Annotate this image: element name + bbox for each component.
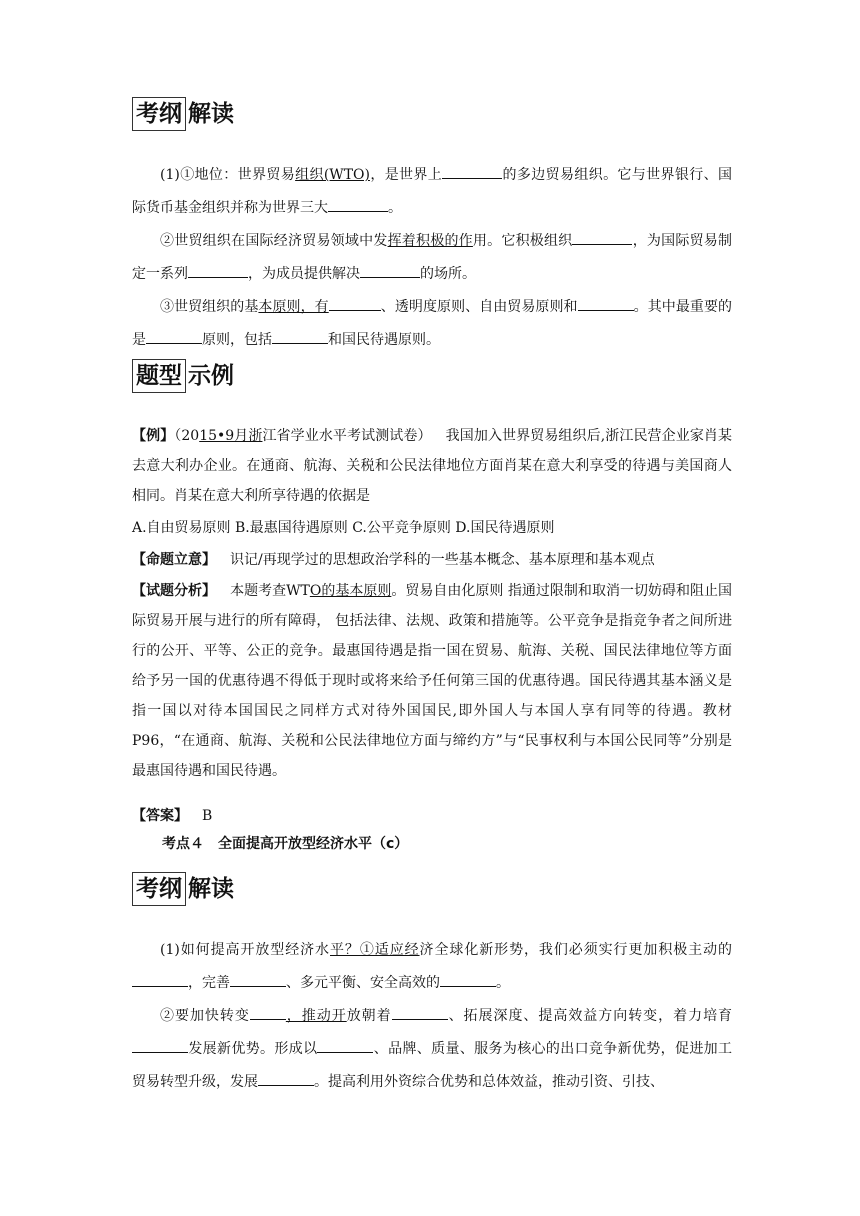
paragraph-wto-role: ②世贸组织在国际经济贸易领域中发挥着积极的作用。它积极组织 ，为国际贸易制定一系列 ，为成员提供解决 的场所。 <box>132 225 732 291</box>
example-text: 我国加入世界贸易组织后,浙江民营企业家肖某去意大利办企业。在通商、航海、关税和公民法律地位方面肖某在意大利享受的待遇与美国商人相同。肖某在意大利所享待遇的依据是 <box>132 428 733 504</box>
fill-blank <box>442 164 502 179</box>
fill-blank <box>360 263 420 278</box>
paragraph-wto-status: (1)①地位：世界贸易组织(WTO)，是世界上 的多边贸易组织。它与世界银行、国际货币基金组织并称为世界三大 。 <box>132 159 732 225</box>
fill-blank <box>572 230 632 245</box>
heading-label: 解读 <box>188 101 234 127</box>
fill-blank <box>328 197 388 212</box>
fill-blank <box>317 1038 373 1053</box>
heading-label: 示例 <box>188 363 234 389</box>
heading-label: 解读 <box>188 876 234 902</box>
heading-boxed-label: 考纲 <box>132 872 186 906</box>
answer-options: A.自由贸易原则 B.最惠国待遇原则 C.公平竞争原则 D.国民待遇原则 <box>132 520 555 536</box>
section-heading-kaogang-2 <box>132 872 234 906</box>
intent-line: 【命题立意】 识记/再现学过的思想政治学科的一些基本概念、基本原理和基本观点 <box>132 552 655 568</box>
fill-blank <box>578 296 634 311</box>
example-question: 【例】（2015•9月浙江省学业水平考试测试卷） 我国加入世界贸易组织后,浙江民营企业家肖某去意大利办企业。在通商、航海、关税和公民法律地位方面肖某在意大利享受的待遇与美国商人相同。肖某在意大利所享待遇的依据是 <box>132 428 733 504</box>
paragraph-transform: ②要加快转变 ，推动开放朝着 、拓展深度、提高效益方向转变，着力培育发展新优势。形成以 、品牌、质量、服务为核心的出口竞争新优势，促进加工贸易转型升级，发展 。提高利用外资综合优势和总体效益，推动引资、引技、 <box>132 1000 732 1099</box>
fill-blank <box>146 329 202 344</box>
fill-blank <box>230 972 286 987</box>
fill-blank <box>250 1005 286 1020</box>
answer-value: B <box>202 808 213 824</box>
section-heading-tixing <box>132 359 234 393</box>
fill-blank <box>132 1038 188 1053</box>
fill-blank <box>258 1071 314 1086</box>
heading-boxed-label: 题型 <box>132 359 186 393</box>
fill-blank <box>392 1005 448 1020</box>
analysis-label: 【试题分析】 <box>132 583 217 599</box>
section-heading-kaogang-1 <box>132 97 234 131</box>
fill-blank <box>272 329 328 344</box>
fill-blank <box>329 296 381 311</box>
example-label: 【例】 <box>132 428 175 444</box>
intent-label: 【命题立意】 <box>132 552 216 568</box>
answer-line <box>132 806 212 826</box>
kaodian-title: 考点４ 全面提高开放型经济水平（c） <box>162 836 409 852</box>
fill-blank <box>132 972 188 987</box>
fill-blank <box>440 972 496 987</box>
paragraph-wto-principles: ③世贸组织的基本原则，有 、透明度原则、自由贸易原则和 。其中最重要的是 原则，包括 和国民待遇原则。 <box>132 291 732 357</box>
fill-blank <box>188 263 248 278</box>
analysis-paragraph: 【试题分析】 本题考查WTO的基本原则。贸易自由化原则 指通过限制和取消一切妨碍和阻止国际贸易开展与进行的所有障碍， 包括法律、法规、政策和措施等。公平竞争是指竞争者之间所进行的公开、平等、公正的竞争。最惠国待遇是指一国在贸易、航海、关税、国民法律地位等方面给予另一国的优惠待遇不得低于现时或将来给予任何第三国的优惠待遇。国民待遇其基本涵义是指一国以对待本国国民之同样方式对待外国国民,即外国人与本国人享有同等的待遇。教材P96，“在通商、航海、关税和公民法律地位方面与缔约方”与“民事权利与本国公民同等”分别是最惠国待遇和国民待遇。 <box>132 583 733 779</box>
answer-label: 【答案】 <box>132 808 188 824</box>
paragraph-open-economy: (1)如何提高开放型经济水平？①适应经济全球化新形势，我们必须实行更加积极主动的，完善 、多元平衡、安全高效的 。 <box>132 934 732 1000</box>
heading-boxed-label: 考纲 <box>132 97 186 131</box>
